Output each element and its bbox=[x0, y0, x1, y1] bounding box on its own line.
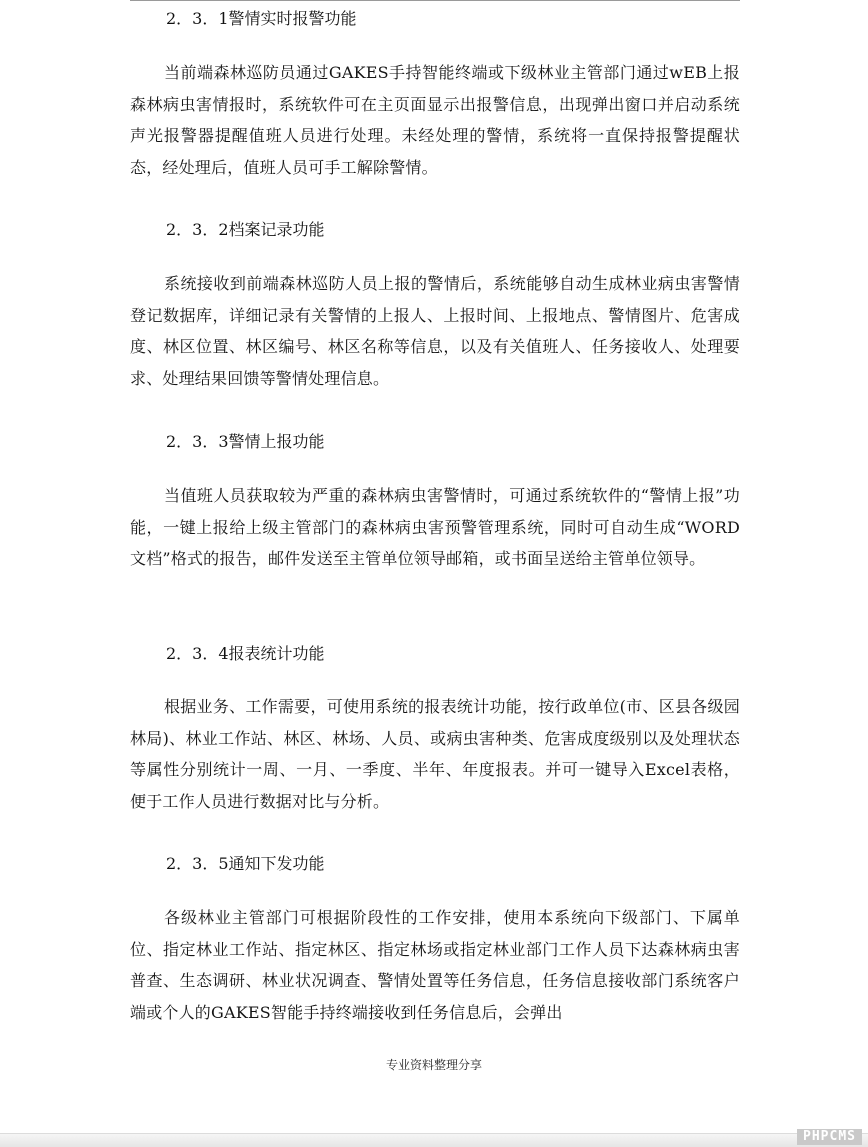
bottom-band bbox=[0, 1133, 868, 1147]
section-heading-2-3-4: 2．3．4报表统计功能 bbox=[166, 644, 325, 663]
section-heading-2-3-2: 2．3．2档案记录功能 bbox=[166, 220, 325, 239]
section-body-2-3-5: 各级林业主管部门可根据阶段性的工作安排，使用本系统向下级部门、下属单位、指定林业工作站、指定林区、指定林场或指定林业部门工作人员下达森林病虫害普查、生态调研、林业状况调查、警情处置等任务信息，任务信息接收部门系统客户端或个人的GAKES智能手持终端接收到任务信息后，会弹出 bbox=[130, 908, 740, 1022]
section-heading-2-3-1: 2．3．1警情实时报警功能 bbox=[166, 9, 357, 28]
section-body-2-3-2: 系统接收到前端森林巡防人员上报的警情后，系统能够自动生成林业病虫害警情登记数据库，详细记录有关警情的上报人、上报时间、上报地点、警情图片、危害成度、林区位置、林区编号、林区名称等信息，以及有关值班人、任务接收人、处理要求、处理结果回馈等警情处理信息。 bbox=[130, 274, 740, 388]
section-body-2-3-1: 当前端森林巡防员通过GAKES手持智能终端或下级林业主管部门通过wEB上报森林病虫害情报时，系统软件可在主页面显示出报警信息，出现弹出窗口并启动系统声光报警器提醒值班人员进行处理。未经处理的警情，系统将一直保持报警提醒状态，经处理后，值班人员可手工解除警情。 bbox=[130, 63, 740, 177]
page-footer: 专业资料整理分享 bbox=[385, 1058, 482, 1072]
section-body-2-3-3: 当值班人员获取较为严重的森林病虫害警情时，可通过系统软件的“警情上报”功能，一键上报给上级主管部门的森林病虫害预警管理系统，同时可自动生成“WORD文档”格式的报告，邮件发送至主管单位领导邮箱，或书面呈送给主管单位领导。 bbox=[130, 486, 740, 568]
watermark-logo: PHPCMS bbox=[797, 1129, 862, 1145]
top-rule bbox=[130, 0, 740, 1]
section-body-2-3-4: 根据业务、工作需要，可使用系统的报表统计功能，按行政单位(市、区县各级园林局)、林业工作站、林区、林场、人员、或病虫害种类、危害成度级别以及处理状态等属性分别统计一周、一月、一季度、半年、年度报表。并可一键导入Excel表格，便于工作人员进行数据对比与分析。 bbox=[130, 697, 740, 811]
section-heading-2-3-5: 2．3．5通知下发功能 bbox=[166, 854, 325, 873]
section-heading-2-3-3: 2．3．3警情上报功能 bbox=[166, 432, 325, 451]
